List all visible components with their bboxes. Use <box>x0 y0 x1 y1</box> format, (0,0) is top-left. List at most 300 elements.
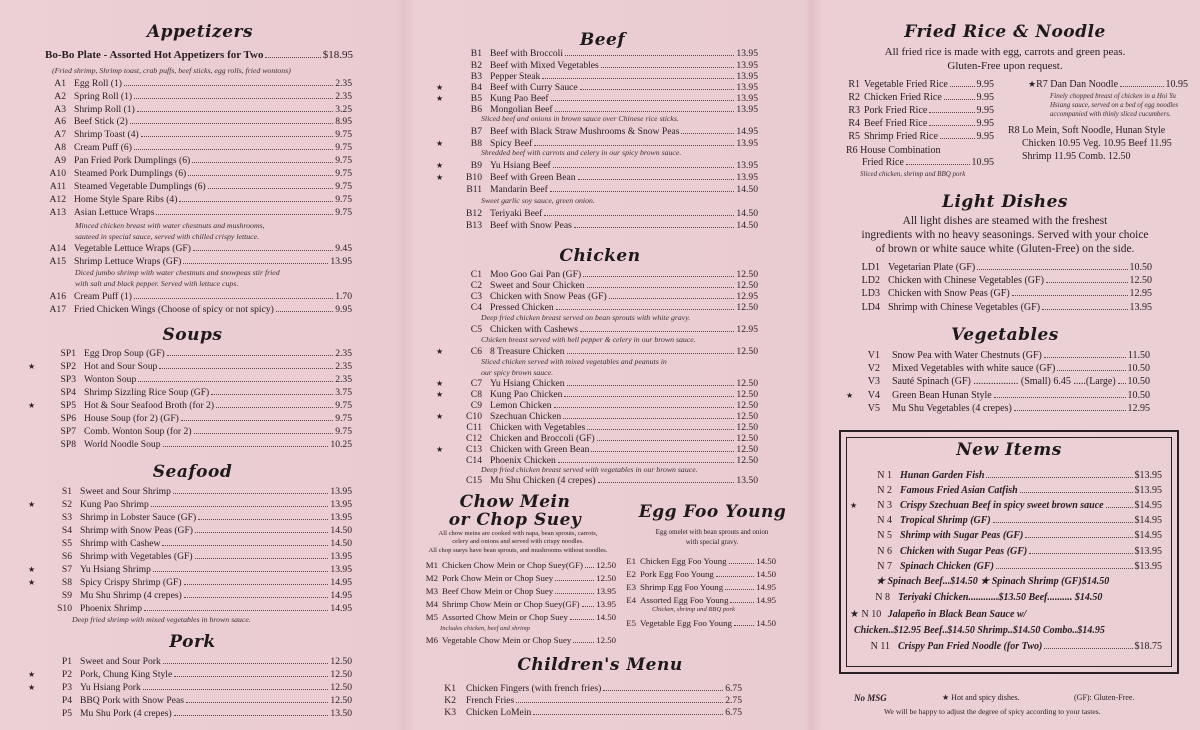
item-name: Cream Puff (6) <box>74 142 132 153</box>
item-price: 6.75 <box>725 683 742 694</box>
dot-leader <box>567 385 735 386</box>
dot-leader <box>179 201 333 202</box>
item-price: 9.75 <box>335 129 352 140</box>
item-price: 13.95 <box>736 104 758 115</box>
item-name: Shrimp with Chinese Vegetables (GF) <box>888 302 1041 313</box>
menu-item <box>620 595 776 606</box>
item-price: 13.95 <box>596 586 616 596</box>
spicy-star-icon: ★ <box>436 161 444 170</box>
menu-item <box>28 564 352 575</box>
item-price: 13.95 <box>596 599 616 609</box>
r7-line <box>1028 79 1188 90</box>
dot-leader <box>1029 553 1132 554</box>
item-code: M1 <box>425 560 438 570</box>
item-price: 9.95 <box>976 79 994 90</box>
r7-price: 10.95 <box>1165 79 1188 90</box>
item-code: SP7 <box>60 426 76 437</box>
n11-line <box>850 641 1162 652</box>
dot-leader <box>580 89 735 90</box>
item-code: A6 <box>54 116 66 127</box>
item-price: 14.95 <box>330 577 352 588</box>
menu-item <box>436 104 758 115</box>
dot-leader <box>729 563 755 564</box>
item-price: 14.50 <box>756 618 776 628</box>
item-code: A2 <box>54 91 66 102</box>
item-price: 9.95 <box>976 92 994 103</box>
menu-item <box>36 91 352 102</box>
menu-item <box>436 433 758 444</box>
menu-item <box>436 93 758 104</box>
item-price: 14.50 <box>756 556 776 566</box>
item-name: Mongolian Beef <box>490 104 553 115</box>
fried-rice-title: Fried Rice & Noodle <box>904 22 1106 42</box>
item-code: M3 <box>425 586 438 596</box>
dot-leader <box>906 164 970 165</box>
spicy-star-icon: ★ <box>436 445 444 454</box>
item-code: S5 <box>61 538 72 549</box>
item-code: C13 <box>466 444 482 455</box>
dot-leader <box>192 162 333 163</box>
spicy-star-icon: ★ <box>28 401 36 410</box>
dot-leader <box>195 532 328 533</box>
dot-leader <box>1106 507 1133 508</box>
b8-desc: Shredded beef with carrots and celery in our spicy brown sauce. <box>481 148 682 157</box>
item-price: 9.75 <box>335 168 352 179</box>
menu-item <box>36 116 352 127</box>
r7-desc-2: Hsiang sauce, served on a bed of egg noodles <box>1050 101 1179 109</box>
item-price: 13.95 <box>736 138 758 149</box>
appetizers-title: Appetizers <box>146 22 254 42</box>
menu-item <box>436 60 758 71</box>
spicy-star-icon: ★ <box>28 565 36 574</box>
item-price: 13.95 <box>736 160 758 171</box>
item-price: 9.75 <box>335 194 352 205</box>
item-name: House Soup (for 2) (GF) <box>84 413 179 424</box>
item-price: 9.75 <box>335 142 352 153</box>
dot-leader <box>551 100 735 101</box>
light-dishes-title: Light Dishes <box>942 192 1068 212</box>
item-code: B3 <box>470 71 482 82</box>
menu-item <box>436 82 758 93</box>
item-name: Sauté Spinach (GF) .................. (Small) 6.45 .....(Large) <box>892 376 1116 387</box>
item-name: Pressed Chicken <box>490 302 554 313</box>
dot-leader <box>1044 357 1126 358</box>
n10-text: Jalapeño in Black Bean Sauce w/ <box>887 609 1027 620</box>
item-name: Yu Hsiang Chicken <box>490 378 565 389</box>
item-price: 2.35 <box>335 348 352 359</box>
item-code: R4 <box>848 118 860 129</box>
dot-leader <box>977 269 1127 270</box>
item-name: Moo Goo Gai Pan (GF) <box>490 269 582 280</box>
menu-item <box>436 138 758 149</box>
dot-leader <box>134 98 333 99</box>
dot-leader <box>134 298 333 299</box>
n8-code: N 8 <box>875 592 890 603</box>
dot-leader <box>574 227 735 228</box>
dot-leader <box>564 396 734 397</box>
menu-item <box>850 561 1162 572</box>
dot-leader <box>583 276 734 277</box>
dot-leader <box>993 522 1133 523</box>
item-code: R5 <box>848 131 860 142</box>
item-price: 12.50 <box>330 669 352 680</box>
item-name: Egg Drop Soup (GF) <box>84 348 165 359</box>
item-name: Shrimp Roll (1) <box>74 104 135 115</box>
gf-legend: (GF): Gluten-Free. <box>1074 693 1135 702</box>
item-price: 13.95 <box>1129 302 1152 313</box>
menu-item <box>846 390 1150 401</box>
item-code: LD1 <box>861 262 880 273</box>
item-price: 12.50 <box>736 280 758 291</box>
dot-leader <box>996 568 1133 569</box>
a13-desc-2: sauteed in special sauce, served with chilled crispy lettuce. <box>75 232 260 241</box>
item-code: K2 <box>444 695 456 706</box>
menu-item <box>28 374 352 385</box>
dot-leader <box>565 55 734 56</box>
dot-leader <box>153 571 329 572</box>
menu-item <box>436 172 758 183</box>
right-panel <box>810 0 1200 730</box>
c6-desc: Sliced chicken served with mixed vegetables and peanuts in <box>481 357 667 366</box>
item-name: Steamed Pork Dumplings (6) <box>74 168 187 179</box>
dot-leader <box>1118 383 1126 384</box>
dot-leader <box>134 149 333 150</box>
item-name: Shrimp with Sugar Peas (GF) <box>900 530 1024 541</box>
item-code: B13 <box>466 220 482 231</box>
n10-line-2: Chicken..$12.95 Beef..$14.50 Shrimp..$14.50 Combo..$14.95 <box>854 625 1105 636</box>
item-code: K3 <box>444 707 456 718</box>
egg-foo-title: Egg Foo Young <box>638 502 787 522</box>
spicy-star-icon: ★ <box>28 500 36 509</box>
dot-leader <box>138 381 333 382</box>
r6-price: 10.95 <box>971 157 994 168</box>
menu-item <box>620 582 776 593</box>
dot-leader <box>556 309 735 310</box>
spicy-star-icon: ★ <box>28 362 36 371</box>
item-code: S6 <box>61 551 72 562</box>
item-code: B6 <box>470 104 482 115</box>
item-code: S2 <box>61 499 72 510</box>
item-code: B4 <box>470 82 482 93</box>
item-name: Beef Chow Mein or Chop Suey <box>442 586 554 596</box>
menu-item <box>28 682 352 693</box>
menu-item <box>436 455 758 466</box>
item-code: C11 <box>466 422 482 433</box>
n8-text: Teriyaki Chicken............$13.50 Beef.......... $14.50 <box>898 592 1103 603</box>
a15-desc: Diced jumbo shrimp with water chestnuts and snowpeas stir fried <box>75 268 280 277</box>
menu-item <box>846 118 994 129</box>
item-code: C7 <box>470 378 482 389</box>
light-note-1: All light dishes are steamed with the freshest <box>902 215 1108 227</box>
item-name: Shrimp Lettuce Wraps (GF) <box>74 256 182 267</box>
middle-panel <box>400 0 810 730</box>
menu-item <box>852 302 1152 313</box>
item-code: B7 <box>470 126 482 137</box>
fried-rice-note <box>810 45 1200 73</box>
item-name: 8 Treasure Chicken <box>490 346 565 357</box>
item-name: Vegetable Lettuce Wraps (GF) <box>74 243 191 254</box>
dot-leader <box>950 86 975 87</box>
item-name: Cream Puff (1) <box>74 291 132 302</box>
dot-leader <box>159 368 333 369</box>
dot-leader <box>555 580 594 581</box>
item-name: Spinach Chicken (GF) <box>900 561 994 572</box>
menu-item <box>436 683 742 694</box>
item-code: P3 <box>61 682 72 693</box>
item-name: Beef with Mixed Vegetables <box>490 60 599 71</box>
menu-item <box>850 470 1162 481</box>
dot-leader <box>174 676 328 677</box>
menu-item <box>852 262 1152 273</box>
dot-leader <box>1020 492 1133 493</box>
item-price: 13.95 <box>736 71 758 82</box>
item-code: P4 <box>61 695 72 706</box>
item-code: A17 <box>49 304 66 315</box>
item-code: A10 <box>49 168 66 179</box>
item-name: Mandarin Beef <box>490 184 548 195</box>
item-code: A7 <box>54 129 66 140</box>
item-price: 12.50 <box>736 389 758 400</box>
menu-item <box>852 275 1152 286</box>
item-name: Chicken with Chinese Vegetables (GF) <box>888 275 1044 286</box>
menu-item <box>436 269 758 280</box>
dot-leader <box>580 331 734 332</box>
dot-leader <box>563 418 734 419</box>
item-name: Sweet and Sour Shrimp <box>80 486 171 497</box>
item-code: R2 <box>848 92 860 103</box>
item-price: 10.50 <box>1127 390 1150 401</box>
item-price: 14.50 <box>736 184 758 195</box>
spicy-star-icon: ★ <box>846 391 854 400</box>
item-name: Beef Stick (2) <box>74 116 128 127</box>
item-code: B8 <box>470 138 482 149</box>
menu-item <box>436 475 758 486</box>
dot-leader <box>550 191 735 192</box>
item-name: Home Style Spare Ribs (4) <box>74 194 178 205</box>
menu-item <box>846 363 1150 374</box>
item-name: Shrimp with Vegetables (GF) <box>80 551 193 562</box>
dot-leader <box>585 567 594 568</box>
item-price: 10.50 <box>1129 262 1152 273</box>
item-code: C2 <box>470 280 482 291</box>
dot-leader <box>582 606 595 607</box>
n11-name: Crispy Pan Fried Noodle (for Two) <box>898 641 1043 652</box>
item-code: A8 <box>54 142 66 153</box>
dot-leader <box>929 125 974 126</box>
menu-item <box>36 194 352 205</box>
menu-item <box>850 546 1162 557</box>
dot-leader <box>130 123 333 124</box>
dot-leader <box>137 111 333 112</box>
item-price: 2.35 <box>335 78 352 89</box>
r7-desc-3: accompanied with thinly sliced cucumbers. <box>1050 110 1171 118</box>
menu-item <box>846 376 1150 387</box>
b6-desc: Sliced beef and onions in brown sauce over Chinese rice sticks. <box>481 114 679 123</box>
item-code: P1 <box>61 656 72 667</box>
dot-leader <box>944 99 975 100</box>
item-price: 10.50 <box>1127 363 1150 374</box>
item-code: C6 <box>470 346 482 357</box>
item-price: 9.45 <box>335 243 352 254</box>
light-dishes-note <box>810 214 1200 256</box>
dot-leader <box>681 133 734 134</box>
n11-code: N 11 <box>870 641 890 652</box>
item-price: 3.75 <box>335 387 352 398</box>
menu-item <box>28 400 352 411</box>
n11-price: $18.75 <box>1134 641 1162 652</box>
item-name: Mu Shu Chicken (4 crepes) <box>490 475 596 486</box>
menu-item <box>36 142 352 153</box>
item-name: Yu Hsiang Shrimp <box>80 564 151 575</box>
item-price: 14.50 <box>756 569 776 579</box>
chow-mein-note-1: All chow meins are cooked with napa, bean sprouts, carrots, <box>438 530 598 537</box>
item-price: 13.95 <box>736 48 758 59</box>
item-code: N 2 <box>877 485 892 496</box>
egg-foo-note-2: with special gravy. <box>685 538 739 546</box>
seafood-title: Seafood <box>152 462 233 482</box>
b11-desc: Sweet garlic soy sauce, green onion. <box>481 196 595 205</box>
item-name: Sweet and Sour Chicken <box>490 280 585 291</box>
spicy-star-icon: ★ <box>28 578 36 587</box>
dot-leader <box>533 714 723 715</box>
menu-item <box>28 603 352 614</box>
item-code: B10 <box>466 172 482 183</box>
item-code: E4 <box>626 595 636 605</box>
item-code: B1 <box>470 48 482 59</box>
menu-item <box>436 160 758 171</box>
dot-leader <box>567 353 735 354</box>
item-code: V2 <box>867 363 880 374</box>
dot-leader <box>578 179 735 180</box>
item-price: 12.50 <box>736 444 758 455</box>
dot-leader <box>1120 86 1163 87</box>
item-price: 14.50 <box>736 208 758 219</box>
dot-leader <box>542 78 734 79</box>
dot-leader <box>195 558 329 559</box>
menu-item <box>620 556 776 567</box>
n8-line <box>850 592 1102 603</box>
item-code: S10 <box>57 603 72 614</box>
item-name: Crispy Szechuan Beef in spicy sweet brown sauce <box>900 500 1104 511</box>
item-price: 12.50 <box>736 455 758 466</box>
item-name: Chicken Egg Foo Young <box>640 556 727 566</box>
item-name: World Noodle Soup <box>84 439 161 450</box>
pork-title: Pork <box>169 632 216 652</box>
item-name: Snow Pea with Water Chestnuts (GF) <box>892 350 1042 361</box>
item-code: S9 <box>61 590 72 601</box>
item-price: 2.75 <box>725 695 742 706</box>
item-name: Chicken with Cashews <box>490 324 578 335</box>
item-price: 9.75 <box>335 413 352 424</box>
r7-label: R7 Dan Dan Noodle <box>1036 79 1119 90</box>
item-name: Kung Pao Chicken <box>490 389 563 400</box>
item-name: Lemon Chicken <box>490 400 552 411</box>
item-code: SP4 <box>60 387 76 398</box>
menu-item <box>36 304 352 315</box>
dot-leader <box>986 477 1132 478</box>
spicy-star-icon: ★ <box>436 139 444 148</box>
item-price: 9.75 <box>335 181 352 192</box>
item-price: 12.95 <box>736 324 758 335</box>
light-note-2: ingredients with no heavy seasonings. Served with your choice <box>861 229 1149 241</box>
item-price: 12.50 <box>736 433 758 444</box>
item-name: Chicken with Vegetables <box>490 422 586 433</box>
r8-line-2: Chicken 10.95 Veg. 10.95 Beef 11.95 <box>1022 138 1172 149</box>
item-code: A11 <box>49 181 66 192</box>
menu-item <box>436 400 758 411</box>
dot-leader <box>725 589 754 590</box>
item-code: C14 <box>466 455 482 466</box>
item-code: K1 <box>444 683 456 694</box>
egg-foo-note <box>622 527 802 547</box>
item-code: A13 <box>49 207 66 218</box>
item-name: Yu Hsiang Beef <box>490 160 551 171</box>
item-code: A14 <box>49 243 66 254</box>
item-code: S4 <box>61 525 72 536</box>
item-price: 8.95 <box>335 116 352 127</box>
menu-item <box>28 486 352 497</box>
menu-item <box>620 569 776 580</box>
item-price: 12.50 <box>1129 275 1152 286</box>
item-name: Green Bean Hunan Style <box>892 390 992 401</box>
item-code: M4 <box>425 599 438 609</box>
item-name: Mu Shu Vegetables (4 crepes) <box>892 403 1012 414</box>
r6-label-2: Fried Rice <box>862 157 904 168</box>
item-name: Chicken and Broccoli (GF) <box>490 433 595 444</box>
menu-item <box>28 577 352 588</box>
menu-item <box>418 612 616 623</box>
item-code: B11 <box>466 184 482 195</box>
menu-item <box>36 181 352 192</box>
dot-leader <box>124 85 333 86</box>
dot-leader <box>1046 282 1128 283</box>
dot-leader <box>163 446 329 447</box>
bobo-plate <box>45 50 353 61</box>
item-code: A16 <box>49 291 66 302</box>
item-name: Mu Shu Pork (4 crepes) <box>80 708 172 719</box>
item-name: Egg Roll (1) <box>74 78 122 89</box>
spicy-star-icon: ★ <box>436 347 444 356</box>
item-name: Chicken Chow Mein or Chop Suey(GF) <box>442 560 583 570</box>
item-price: 12.50 <box>596 573 616 583</box>
item-code: C9 <box>470 400 482 411</box>
item-code: B2 <box>470 60 482 71</box>
c4-desc: Deep fried chicken breast served on bean sprouts with white gravy. <box>481 313 691 322</box>
dot-leader <box>1057 370 1125 371</box>
item-code: M2 <box>425 573 438 583</box>
dot-leader <box>597 440 735 441</box>
dot-leader <box>1025 537 1132 538</box>
item-price: 9.75 <box>335 207 352 218</box>
item-code: B5 <box>470 93 482 104</box>
item-price: 14.50 <box>736 220 758 231</box>
item-name: Famous Fried Asian Catfish <box>900 485 1018 496</box>
children-title: Children's Menu <box>517 655 683 675</box>
item-price: 2.35 <box>335 374 352 385</box>
dot-leader <box>587 429 734 430</box>
dot-leader <box>216 407 333 408</box>
item-code: M6 <box>425 635 438 645</box>
c14-desc: Deep fried chicken breast served with vegetables in our brown sauce. <box>481 465 698 474</box>
item-name: Chicken Fried Rice <box>864 92 942 103</box>
item-price: 13.95 <box>736 93 758 104</box>
dot-leader <box>587 287 735 288</box>
r6-line-2 <box>862 157 994 168</box>
item-name: Beef with Green Bean <box>490 172 576 183</box>
dot-leader <box>716 576 754 577</box>
c6-desc-2: our spicy brown sauce. <box>481 368 554 377</box>
dot-leader <box>143 689 329 690</box>
